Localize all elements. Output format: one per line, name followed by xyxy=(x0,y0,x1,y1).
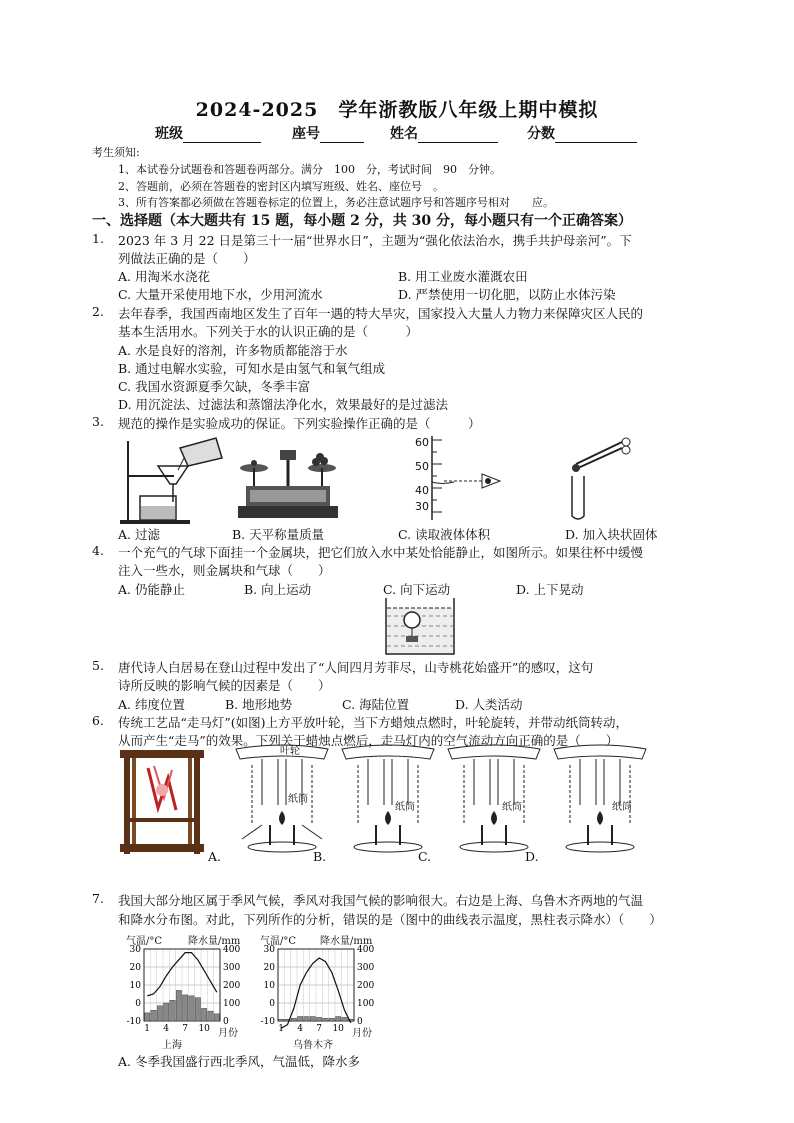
temp-tick-label: 10 xyxy=(263,981,275,991)
q7-stem-line2: 和降水分布图。对此，下列所作的分析，错误的是（图中的曲线表示温度，黑柱表示降水）（ ） xyxy=(118,912,662,927)
chart1-ylabel-right: 降水量/mm xyxy=(188,936,241,947)
q4-option-a[interactable]: A. 仍能静止 xyxy=(118,582,185,597)
chart1-xlabel: 月份 xyxy=(218,1028,238,1039)
precip-tick-label: 100 xyxy=(357,999,375,1009)
field-seat[interactable] xyxy=(292,123,364,143)
q1-stem-line2: 列做法正确的是（ ） xyxy=(118,251,256,266)
q1-option-b[interactable]: B. 用工业废水灌溉农田 xyxy=(398,269,528,284)
q2-stem-line1: 去年春季，我国西南地区发生了百年一遇的特大旱灾，国家投入大量人力物力来保障灾区人民的 xyxy=(118,306,644,321)
precip-bar xyxy=(342,1017,347,1021)
cyl-tick-50: 50 xyxy=(415,460,429,473)
temp-tick-label: -10 xyxy=(260,1017,275,1027)
precip-bar xyxy=(202,1008,207,1021)
month-tick-label: 10 xyxy=(198,1024,210,1034)
notes-heading: 考生须知: xyxy=(92,146,140,159)
section-heading: 一、选择题（本大题共有 15 题，每小题 2 分，共 30 分，每小题只有一个正确答案） xyxy=(92,213,632,229)
q4-option-d[interactable]: D. 上下晃动 xyxy=(516,582,584,597)
q4-option-b[interactable]: B. 向上运动 xyxy=(244,582,312,597)
q2-option-b[interactable]: B. 通过电解水实验，可知水是由氢气和氧气组成 xyxy=(118,361,386,376)
field-seat-label: 座号 xyxy=(292,126,320,142)
q2-option-d[interactable]: D. 用沉淀法、过滤法和蒸馏法净化水，效果最好的是过滤法 xyxy=(118,397,449,412)
field-name[interactable] xyxy=(390,123,498,143)
lamp-tube-label-d: 纸筒 xyxy=(612,802,632,813)
filtration-figure xyxy=(118,436,228,526)
month-tick-label: 7 xyxy=(316,1024,323,1034)
q7-number: 7. xyxy=(92,891,104,906)
q2-stem-line2: 基本生活用水。下列关于水的认识正确的是（ ） xyxy=(118,324,419,339)
q3-number: 3. xyxy=(92,414,104,429)
q3-option-a[interactable]: A. 过滤 xyxy=(118,527,160,542)
q6-option-d[interactable]: D. xyxy=(525,849,539,864)
q5-stem-line2: 诗所反映的影响气候的因素是（ ） xyxy=(118,678,331,693)
chart1-title: 上海 xyxy=(162,1040,182,1051)
q3-option-d[interactable]: D. 加入块状固体 xyxy=(565,527,658,542)
temp-tick-label: 20 xyxy=(263,963,275,973)
q1-option-a[interactable]: A. 用淘米水浇花 xyxy=(118,269,210,284)
q5-option-a[interactable]: A. 纬度位置 xyxy=(118,697,185,712)
q4-number: 4. xyxy=(92,543,104,558)
precip-bar xyxy=(279,1019,284,1021)
cyl-tick-30: 30 xyxy=(415,500,429,513)
month-tick-label: 1 xyxy=(144,1024,151,1034)
beaker-balloon-figure xyxy=(382,596,458,658)
month-tick-label: 4 xyxy=(163,1024,170,1034)
precip-bar xyxy=(323,1018,328,1021)
cyl-tick-40: 40 xyxy=(415,484,429,497)
precip-bar xyxy=(195,998,200,1021)
temp-tick-label: 20 xyxy=(129,963,141,973)
note-1: 1、本试卷分试题卷和答题卷两部分。满分 100 分，考试时间 90 分钟。 xyxy=(118,163,501,176)
precip-bar xyxy=(164,1003,169,1021)
q1-option-d[interactable]: D. 严禁使用一切化肥，以防止水体污染 xyxy=(398,287,616,302)
precip-bar xyxy=(298,1017,303,1022)
chart2-ylabel-left: 气温/°C xyxy=(260,936,297,947)
precip-tick-label: 400 xyxy=(223,945,241,955)
field-class[interactable] xyxy=(155,123,261,143)
precip-bar xyxy=(291,1018,296,1021)
q4-stem-line1: 一个充气的气球下面挂一个金属块，把它们放入水中某处恰能静止，如图所示。如果往杯中缓慢 xyxy=(118,545,644,560)
q2-option-c[interactable]: C. 我国水资源夏季欠缺，冬季丰富 xyxy=(118,379,311,394)
q1-stem-line1: 2023 年 3 月 22 日是第三十一届“世界水日”，主题为“强化依法治水，携手共护母亲河”。下 xyxy=(118,233,632,248)
q5-number: 5. xyxy=(92,658,104,673)
q4-option-c[interactable]: C. 向下运动 xyxy=(383,582,451,597)
precip-bar xyxy=(157,1006,162,1021)
month-tick-label: 7 xyxy=(182,1024,189,1034)
precip-bar xyxy=(183,995,188,1021)
temp-tick-label: 30 xyxy=(129,945,141,955)
month-tick-label: 10 xyxy=(332,1024,344,1034)
precip-tick-label: 300 xyxy=(357,963,375,973)
q5-option-d[interactable]: D. 人类活动 xyxy=(455,697,523,712)
q6-number: 6. xyxy=(92,713,104,728)
precip-bar xyxy=(208,1011,213,1021)
q6-option-a[interactable]: A. xyxy=(208,849,222,864)
chart2-title: 乌鲁木齐 xyxy=(293,1040,333,1051)
precip-tick-label: 200 xyxy=(223,981,241,991)
q3-option-b[interactable]: B. 天平称量质量 xyxy=(232,527,325,542)
lantern-photo xyxy=(118,748,208,858)
temp-tick-label: 30 xyxy=(263,945,275,955)
precip-bar xyxy=(170,1000,175,1021)
precip-tick-label: 400 xyxy=(357,945,375,955)
balance-figure xyxy=(234,446,344,521)
precip-bar xyxy=(145,1013,150,1021)
chart1-ylabel-left: 气温/°C xyxy=(126,936,163,947)
precip-bar xyxy=(304,1017,309,1022)
temp-tick-label: 10 xyxy=(129,981,141,991)
precip-tick-label: 0 xyxy=(357,1017,363,1027)
q1-number: 1. xyxy=(92,231,104,246)
precip-tick-label: 0 xyxy=(223,1017,229,1027)
field-name-label: 姓名 xyxy=(390,126,418,142)
precip-bar xyxy=(214,1014,219,1021)
q1-option-c[interactable]: C. 大量开采使用地下水，少用河流水 xyxy=(118,287,323,302)
precip-bar xyxy=(189,996,194,1021)
q2-number: 2. xyxy=(92,304,104,319)
q6-stem-line2: 从而产生“走马”的效果。下列关于蜡烛点燃后，走马灯内的空气流动方向正确的是（ ） xyxy=(118,733,619,748)
field-class-label: 班级 xyxy=(155,126,183,142)
field-score-label: 分数 xyxy=(527,126,555,142)
q7-stem-line1: 我国大部分地区属于季风气候，季风对我国气候的影响很大。右边是上海、乌鲁木齐两地的气温 xyxy=(118,893,644,908)
cyl-tick-60: 60 xyxy=(415,436,429,449)
q2-option-a[interactable]: A. 水是良好的溶剂，许多物质都能溶于水 xyxy=(118,343,348,358)
q6-stem-line1: 传统工艺品“走马灯”(如图)上方平放叶轮，当下方蜡烛点燃时，叶轮旋转，并带动纸筒转动， xyxy=(118,715,629,730)
month-tick-label: 4 xyxy=(297,1024,304,1034)
lamp-leaf-label: 叶轮 xyxy=(280,746,300,757)
lamp-tube-label-b: 纸筒 xyxy=(395,802,415,813)
precip-tick-label: 100 xyxy=(223,999,241,1009)
q6-option-b[interactable]: B. xyxy=(313,849,327,864)
precip-bar xyxy=(329,1018,334,1021)
chart2-xlabel: 月份 xyxy=(352,1028,372,1039)
q3-option-c[interactable]: C. 读取液体体积 xyxy=(398,527,491,542)
lamp-tube-label-a: 纸筒 xyxy=(288,794,308,805)
note-3: 3、所有答案都必须做在答题卷标定的位置上，务必注意试题序号和答题序号相对 应。 xyxy=(118,196,554,209)
lamp-tube-label-c: 纸筒 xyxy=(502,802,522,813)
q4-stem-line2: 注入一些水，则金属块和气球（ ） xyxy=(118,563,331,578)
precip-bar xyxy=(176,990,181,1021)
precip-bar xyxy=(336,1017,341,1022)
note-2: 2、答题前，必须在答题卷的密封区内填写班级、姓名、座位号 。 xyxy=(118,180,444,193)
field-score[interactable] xyxy=(527,123,637,143)
q7-option-a[interactable]: A. 冬季我国盛行西北季风，气温低，降水多 xyxy=(118,1054,360,1069)
test-tube-figure xyxy=(560,436,640,522)
precip-bar xyxy=(317,1017,322,1021)
page-title: 2024-2025 学年浙教版八年级上期中模拟 xyxy=(195,99,599,121)
temp-tick-label: -10 xyxy=(126,1017,141,1027)
q5-option-c[interactable]: C. 海陆位置 xyxy=(342,697,410,712)
precip-tick-label: 200 xyxy=(357,981,375,991)
chart2-ylabel-right: 降水量/mm xyxy=(320,936,373,947)
q5-stem-line1: 唐代诗人白居易在登山过程中发出了“人间四月芳菲尽，山寺桃花始盛开”的感叹，这句 xyxy=(118,660,594,675)
q6-option-c[interactable]: C. xyxy=(418,849,432,864)
month-tick-label: 1 xyxy=(278,1024,285,1034)
temp-tick-label: 0 xyxy=(269,999,275,1009)
precip-bar xyxy=(310,1017,315,1022)
precip-tick-label: 300 xyxy=(223,963,241,973)
q3-stem: 规范的操作是实验成功的保证。下列实验操作正确的是（ ） xyxy=(118,416,481,431)
temp-tick-label: 0 xyxy=(135,999,141,1009)
precip-bar xyxy=(151,1010,156,1021)
q5-option-b[interactable]: B. 地形地势 xyxy=(225,697,293,712)
